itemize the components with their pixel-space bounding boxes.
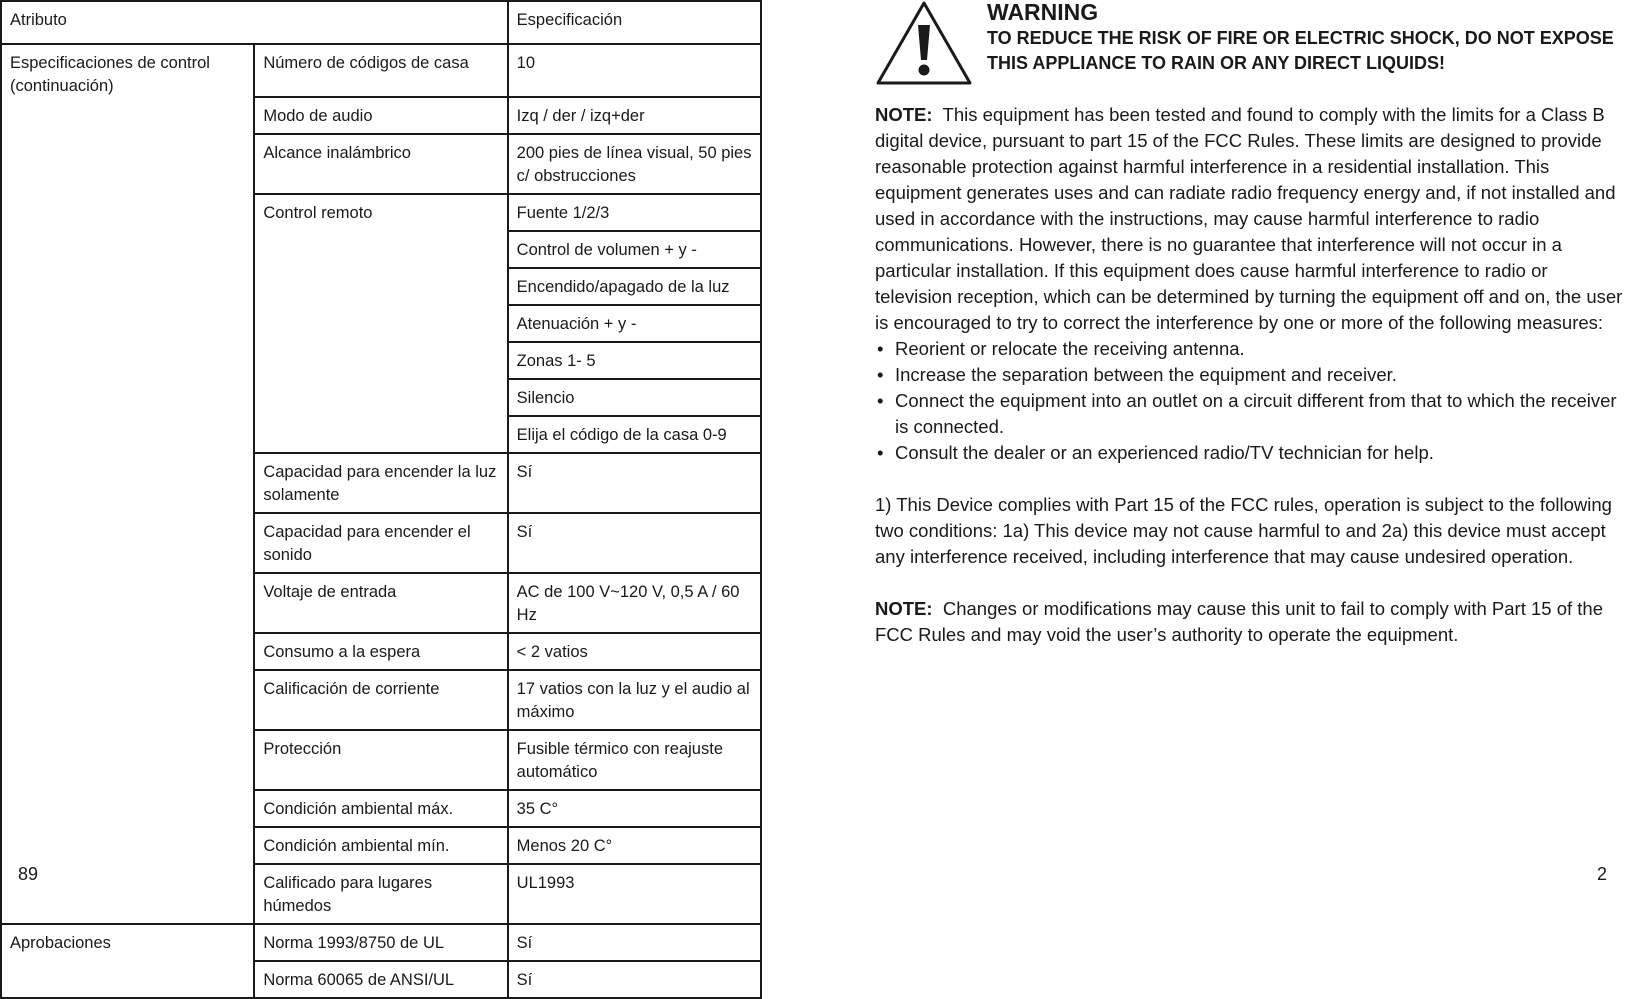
row-name: Alcance inalámbrico (254, 134, 507, 194)
group-approvals: Aprobaciones (1, 924, 254, 998)
row-name: Norma 1993/8750 de UL (254, 924, 507, 961)
row-value: Sí (508, 513, 761, 573)
list-item: • Consult the dealer or an experienced radio/TV technician for help. (875, 440, 1625, 466)
row-value: 35 C° (508, 790, 761, 827)
warning-block (987, 0, 1617, 76)
row-name: Protección (254, 730, 507, 790)
notes-section (875, 102, 1625, 648)
remote-control-label: Control remoto (254, 194, 507, 453)
note-label: NOTE: (875, 104, 933, 125)
row-value: AC de 100 V~120 V, 0,5 A / 60 Hz (508, 573, 761, 633)
remote-value: Zonas 1- 5 (508, 342, 761, 379)
row-name: Condición ambiental máx. (254, 790, 507, 827)
list-item: • Increase the separation between the equipment and receiver. (875, 362, 1625, 388)
row-value: 17 vatios con la luz y el audio al máximo (508, 670, 761, 730)
note-label: NOTE: (875, 598, 933, 619)
note-changes-paragraph (875, 596, 1625, 648)
row-value: Fusible térmico con reajuste automático (508, 730, 761, 790)
compliance-paragraph: 1) This Device complies with Part 15 of the FCC rules, operation is subject to the following two conditions: 1a) This device may not cause harmful to and 2a) this device must accept any interference received, including interference that may cause undesired operation. (875, 494, 1612, 567)
remote-value: Elija el código de la casa 0-9 (508, 416, 761, 453)
header-attribute: Atributo (1, 1, 508, 44)
remote-value: Fuente 1/2/3 (508, 194, 761, 231)
table-row (1, 44, 761, 97)
row-name: Modo de audio (254, 97, 507, 134)
remote-value: Encendido/apagado de la luz (508, 268, 761, 305)
specification-table (0, 0, 762, 999)
row-value: Sí (508, 453, 761, 513)
row-name: Número de códigos de casa (254, 44, 507, 97)
remote-value: Control de volumen + y - (508, 231, 761, 268)
row-name: Calificado para lugares húmedos (254, 864, 507, 924)
row-value: Izq / der / izq+der (508, 97, 761, 134)
table-header-row (1, 1, 761, 44)
note-fcc-paragraph (875, 102, 1625, 336)
row-name: Capacidad para encender el sonido (254, 513, 507, 573)
row-name: Voltaje de entrada (254, 573, 507, 633)
row-value: < 2 vatios (508, 633, 761, 670)
note-text: This equipment has been tested and found to comply with the limits for a Class B digital device, pursuant to part 15 of the FCC Rules. These limits are designed to provide reasonable protection against harmful interference in a residential installation. This equipment generates uses and can radiate radio frequency energy and, if not installed and used in accordance with the instructions, may cause harmful interference to radio communications. However, there is no guarantee that interference will not occur in a particular installation. If this equipment does cause harmful interference to radio or television reception, which can be determined by turning the equipment off and on, the user is encouraged to try to correct the interference by one or more of the following measures: (875, 104, 1623, 333)
list-item: • Reorient or relocate the receiving antenna. (875, 336, 1625, 362)
remote-value: Atenuación + y - (508, 305, 761, 342)
row-name: Norma 60065 de ANSI/UL (254, 961, 507, 998)
group-control-specifications: Especificaciones de control (continuación) (1, 44, 254, 924)
header-specification: Especificación (508, 1, 761, 44)
row-value: 200 pies de línea visual, 50 pies c/ obstrucciones (508, 134, 761, 194)
row-value: 10 (508, 44, 761, 97)
remote-value: Silencio (508, 379, 761, 416)
exclamation-triangle-icon (875, 0, 973, 86)
row-value: Menos 20 C° (508, 827, 761, 864)
note-text: Changes or modifications may cause this unit to fail to comply with Part 15 of the FCC Rules and may void the user’s authority to operate the equipment. (875, 598, 1603, 645)
warning-title: WARNING (987, 0, 1099, 25)
page-number-right: 2 (1597, 864, 1608, 884)
row-value: UL1993 (508, 864, 761, 924)
table-row (1, 924, 761, 961)
warning-text: TO REDUCE THE RISK OF FIRE OR ELECTRIC SHOCK, DO NOT EXPOSE THIS APPLIANCE TO RAIN OR ANY DIRECT LIQUIDS! (987, 28, 1614, 73)
row-value: Sí (508, 961, 761, 998)
row-name: Consumo a la espera (254, 633, 507, 670)
row-name: Capacidad para encender la luz solamente (254, 453, 507, 513)
list-item: • Connect the equipment into an outlet on a circuit different from that to which the receiver is connected. (875, 388, 1625, 440)
measures-list (875, 336, 1625, 466)
page-number-left: 89 (18, 864, 39, 884)
row-value: Sí (508, 924, 761, 961)
row-name: Condición ambiental mín. (254, 827, 507, 864)
row-name: Calificación de corriente (254, 670, 507, 730)
